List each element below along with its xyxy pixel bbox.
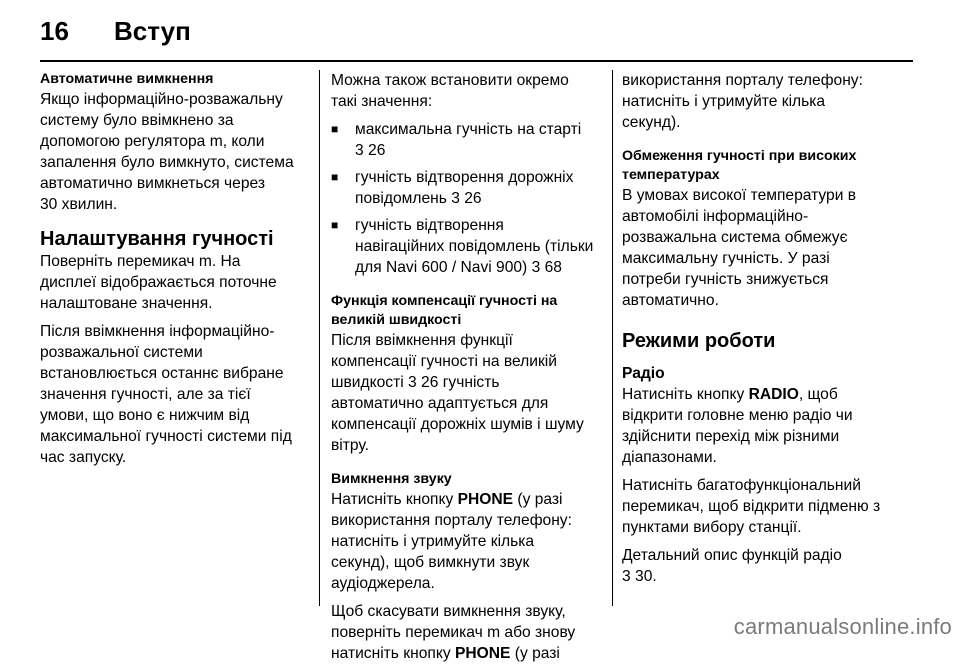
bullet-icon: ■ [331, 218, 339, 232]
list-item: ■ гучність відтворення дорожніх повідомлень 3 26 [331, 169, 574, 207]
radio-paragraph-3: Детальний опис функцій радіо 3 30. [622, 547, 842, 585]
column-left [40, 70, 308, 475]
section-heading-modes: Режими роботи [622, 330, 776, 352]
page-ref-link[interactable]: 26 [464, 190, 482, 207]
section-heading-volume: Налаштування гучності [40, 228, 274, 250]
page-title: Вступ [114, 16, 191, 46]
page-ref-link[interactable]: 68 [544, 259, 562, 276]
radio-paragraph-2: Натисніть багатофункціональний перемикач, щоб відкрити підменю з пунктами вибору станції. [622, 477, 881, 536]
section-heading-temperature: Обмеження гучності при високих температурах [622, 148, 857, 183]
page-ref-icon: 3 [408, 374, 417, 391]
page-ref-link[interactable]: 30. [635, 568, 657, 585]
radio-paragraph-1: Натисніть кнопку RADIO, щоб відкрити головне меню радіо чи здійснити перехід між різними діапазонами. [622, 386, 853, 466]
page-number: 16 [40, 16, 69, 46]
column-right [622, 70, 914, 594]
mute-paragraph-1: Натисніть кнопку PHONE (у разі використання порталу телефону: натисніть і утримуйте кілька секунд), щоб вимкнути звук аудіоджерела. [331, 491, 572, 592]
bullet-icon: ■ [331, 170, 339, 184]
column-divider-left [319, 70, 320, 606]
knob-icon: m [209, 133, 223, 150]
column-divider-right [612, 70, 613, 606]
section-heading-speed-compensation: Функція компенсації гучності на великій швидкості [331, 293, 558, 328]
radio-button-label: RADIO [748, 386, 799, 403]
list-item: ■ максимальна гучність на старті 3 26 [331, 121, 582, 159]
watermark: carmanualsonline.info [733, 614, 952, 639]
page-ref-icon: 3 [451, 190, 460, 207]
bullet-icon: ■ [331, 122, 339, 136]
continued-paragraph: використання порталу телефону: натисніть і утримуйте кілька секунд). [622, 72, 863, 131]
temperature-paragraph: В умовах високої температури в автомобілі інформаційно- розважальна система обмежує максимальну гучність. У разі потреби гучність знижується автоматично. [622, 187, 857, 309]
mute-paragraph-2: Щоб скасувати вимкнення звуку, поверніть перемикач m або знову натисніть кнопку PHONE (у разі [331, 603, 576, 662]
header-rule [40, 60, 913, 62]
page-ref-icon: 3 [531, 259, 541, 276]
column-middle [331, 70, 603, 671]
knob-icon: m [198, 253, 212, 270]
page-ref-icon: 3 [622, 568, 631, 585]
section-heading-mute: Вимкнення звуку [331, 471, 452, 487]
section-heading-radio: Радіо [622, 365, 665, 382]
volume-paragraph-2: Після ввімкнення інформаційно- розважальної системи встановлюється останнє вибране значення гучності, але за тієї умови, що воно є нижчим від максимальної гучності системи під час запуску. [40, 323, 292, 466]
page-ref-icon: 3 [355, 142, 364, 159]
auto-off-paragraph: Якщо інформаційно-розважальну систему було ввімкнено за допомогою регулятора m, коли запалення було вимкнуто, система автоматично вимкнеться через 30 хвилин. [40, 91, 294, 213]
knob-icon: m [487, 624, 501, 641]
phone-button-label: PHONE [454, 645, 511, 662]
page-ref-link[interactable]: 26 гучність [421, 374, 500, 391]
page-ref-link[interactable]: 26 [368, 142, 386, 159]
volume-options-list [331, 119, 603, 278]
speed-compensation-paragraph: Після ввімкнення функції компенсації гучності на великій швидкості 3 26 гучність автоматично адаптується для компенсації дорожніх шумів і шуму вітру. [331, 332, 584, 454]
section-heading-auto-off: Автоматичне вимкнення [40, 71, 214, 87]
page-header [0, 0, 960, 62]
list-item: ■ гучність відтворення навігаційних повідомлень (тільки для Navi 600 / Navi 900) 3 68 [331, 217, 594, 276]
intro-paragraph: Можна також встановити окремо такі значення: [331, 72, 569, 110]
volume-paragraph-1: Поверніть перемикач m. На дисплеї відображається поточне налаштоване значення. [40, 253, 277, 312]
phone-button-label: PHONE [457, 491, 514, 508]
